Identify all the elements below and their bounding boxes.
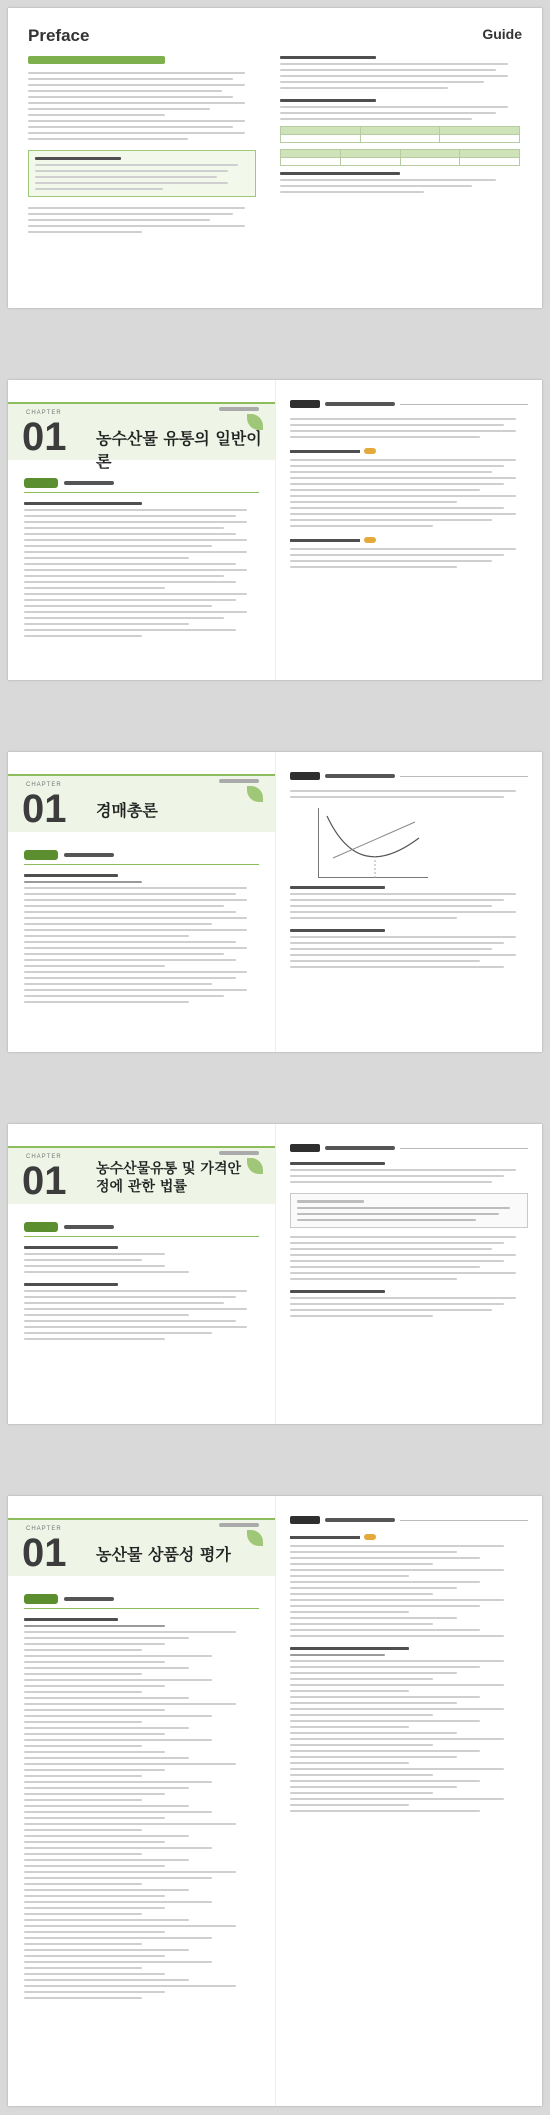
section-heading [24, 1222, 114, 1232]
preface-closing [28, 207, 256, 233]
chapter-left-column [8, 380, 275, 680]
guide-column [280, 56, 520, 193]
auction-tab [290, 1516, 528, 1524]
guide-title: Guide [482, 26, 522, 42]
right-text-1 [290, 418, 528, 438]
section-divider [24, 1608, 259, 1609]
chapter-body [24, 502, 259, 637]
preface-box [28, 150, 256, 197]
chapter-number: 01 [22, 1159, 67, 1203]
chapter-label: CHAPTER [26, 1526, 62, 1532]
curve-line [333, 822, 415, 858]
chapter-left-column [8, 752, 275, 1052]
preface-column [28, 56, 256, 233]
note-box [290, 1193, 528, 1228]
right-text-1 [290, 1545, 528, 1637]
right-text-3 [290, 548, 528, 568]
chapter-left-column [8, 1124, 275, 1424]
right-text-2 [290, 1236, 528, 1317]
right-text-2 [290, 1647, 528, 1812]
breadcrumb [219, 1523, 259, 1527]
breadcrumb [219, 1151, 259, 1155]
chapter-page-1 [8, 380, 542, 680]
chapter-label: CHAPTER [26, 410, 62, 416]
section-heading [24, 1594, 114, 1604]
guide-text-1 [280, 56, 520, 120]
right-text-2 [290, 886, 528, 968]
chapter-page-2 [8, 752, 542, 1052]
chapter-title: 농산물 상품성 평가 [96, 1545, 231, 1564]
star-icon [364, 537, 376, 543]
preface-page [8, 8, 542, 308]
guide-table-2 [280, 149, 520, 166]
chapter-title: 농수산물 유통의 일반이론 [96, 429, 262, 471]
chapter-title: 농수산물유통 및 가격안정에 관한 법률 [96, 1161, 241, 1196]
chapter-page-3 [8, 1124, 542, 1424]
section-heading [24, 478, 114, 488]
chapter-page-4 [8, 1496, 542, 2106]
section-divider [24, 1236, 259, 1237]
preface-heading [28, 56, 165, 64]
starred-heading [290, 537, 528, 543]
right-text-1 [290, 1162, 528, 1183]
chapter-title: 경매총론 [96, 801, 158, 820]
guide-table-1 [280, 126, 520, 143]
chapter-left-column [8, 1496, 275, 2106]
guide-text-2 [280, 172, 520, 193]
chapter-right-column [275, 380, 542, 680]
starred-heading [290, 1534, 528, 1540]
chapter-right-column [275, 1124, 542, 1424]
chapter-number: 01 [22, 1531, 67, 1575]
right-text-1 [290, 790, 528, 798]
auction-tab [290, 1144, 528, 1152]
chapter-body [24, 1618, 259, 1999]
star-icon [364, 448, 376, 454]
chapter-body [24, 1246, 259, 1340]
curve-graph [318, 808, 428, 878]
curve-line [327, 816, 419, 857]
chapter-right-column [275, 752, 542, 1052]
auction-tab [290, 400, 528, 408]
preface-text [28, 72, 256, 140]
chapter-number: 01 [22, 415, 67, 459]
section-divider [24, 864, 259, 865]
star-icon [364, 1534, 376, 1540]
chapter-label: CHAPTER [26, 782, 62, 788]
chapter-body [24, 874, 259, 1003]
right-text-2 [290, 459, 528, 527]
starred-heading [290, 448, 528, 454]
chapter-right-column [275, 1496, 542, 2106]
preface-title: Preface [28, 26, 90, 45]
chapter-number: 01 [22, 787, 67, 831]
auction-tab [290, 772, 528, 780]
section-heading [24, 850, 114, 860]
section-divider [24, 492, 259, 493]
chapter-label: CHAPTER [26, 1154, 62, 1160]
breadcrumb [219, 407, 259, 411]
breadcrumb [219, 779, 259, 783]
